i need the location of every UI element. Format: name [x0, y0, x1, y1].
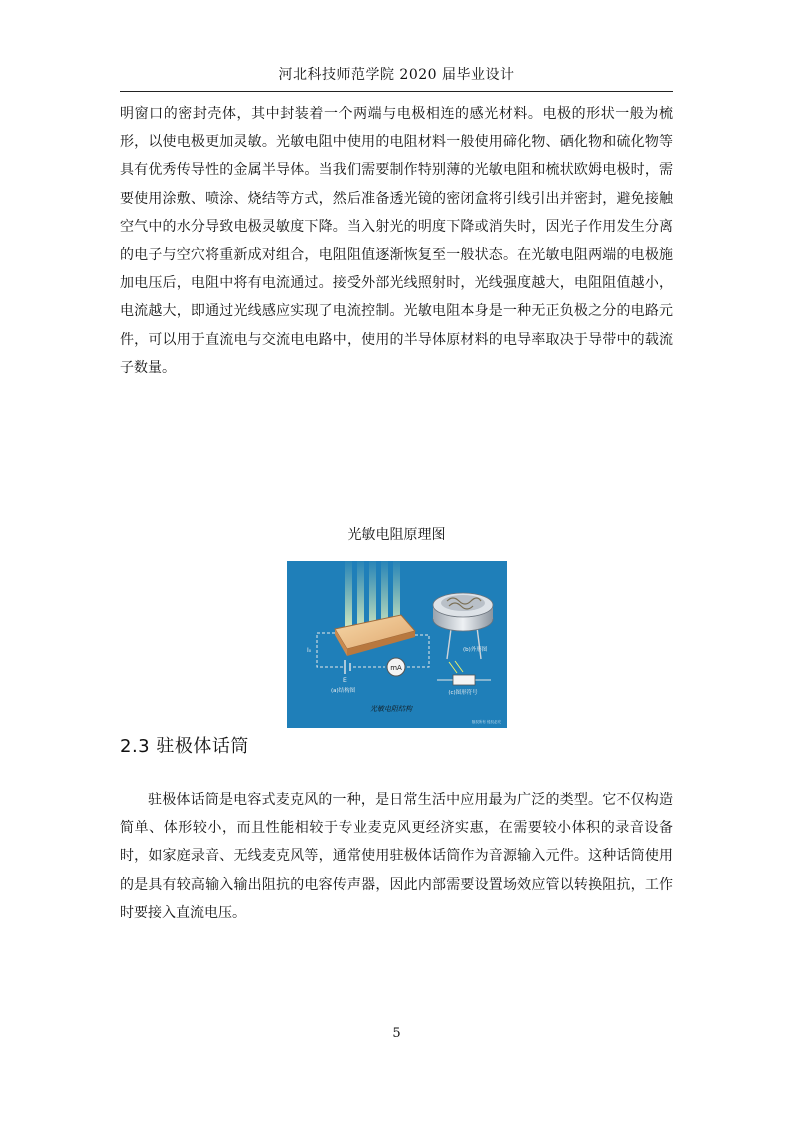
- sub-label-c: (c)图形符号: [448, 690, 478, 696]
- page-number: 5: [392, 1026, 401, 1041]
- body-paragraph-1: 明窗口的密封壳体，其中封装着一个两端与电极相连的感光材料。电极的形状一般为梳形，以使电极更加灵敏。光敏电阻中使用的电阻材料一般使用碲化物、硒化物和硫化物等具有优秀传导性的金属半导体。当我们需要制作特别薄的光敏电阻和梳状欧姆电极时，需要使用涂敷、喷涂、烧结等方式，然后准备透光镜的密闭盒将引线引出并密封，避免接触空气中的水分导致电极灵敏度下降。当入射光的明度下降或消失时，因光子作用发生分离的电子与空穴将重新成对组合，电阻阻值逐渐恢复至一般状态。在光敏电阻两端的电极施加电压后，电阻中将有电流通过。接受外部光线照射时，光线强度越大，电阻阻值越小，电流越大，即通过光线感应实现了电流控制。光敏电阻本身是一种无正负极之分的电路元件，可以用于直流电与交流电电路中，使用的半导体原材料的电导率取决于导带中的载流子数量。: [120, 106, 673, 376]
- sub-label-b: (b)外形图: [463, 647, 488, 653]
- figure-caption: 光敏电阻原理图: [347, 527, 446, 543]
- photoresistor-figure: [287, 561, 507, 728]
- ammeter-label: mA: [390, 664, 402, 672]
- header-rule: [120, 91, 673, 92]
- current-label: I₀: [307, 647, 312, 654]
- section-title: 2.3 驻极体话筒: [120, 736, 249, 757]
- figure-watermark: 版权所有 侵权必究: [471, 720, 501, 724]
- structure-label: 光敏电阻结构: [370, 705, 412, 713]
- source-label: E: [343, 677, 347, 684]
- page-header: 河北科技师范学院 2020 届毕业设计: [278, 67, 515, 83]
- body-paragraph-2: 驻极体话筒是电容式麦克风的一种，是日常生活中应用最为广泛的类型。它不仅构造简单、体形较小，而且性能相较于专业麦克风更经济实惠，在需要较小体积的录音设备时，如家庭录音、无线麦克风等，通常使用驻极体话筒作为音源输入元件。这种话筒使用的是具有较高输入输出阻抗的电容传声器，因此内部需要设置场效应管以转换阻抗，工作时要接入直流电压。: [120, 792, 673, 921]
- sub-label-a: (a)结构图: [331, 688, 356, 694]
